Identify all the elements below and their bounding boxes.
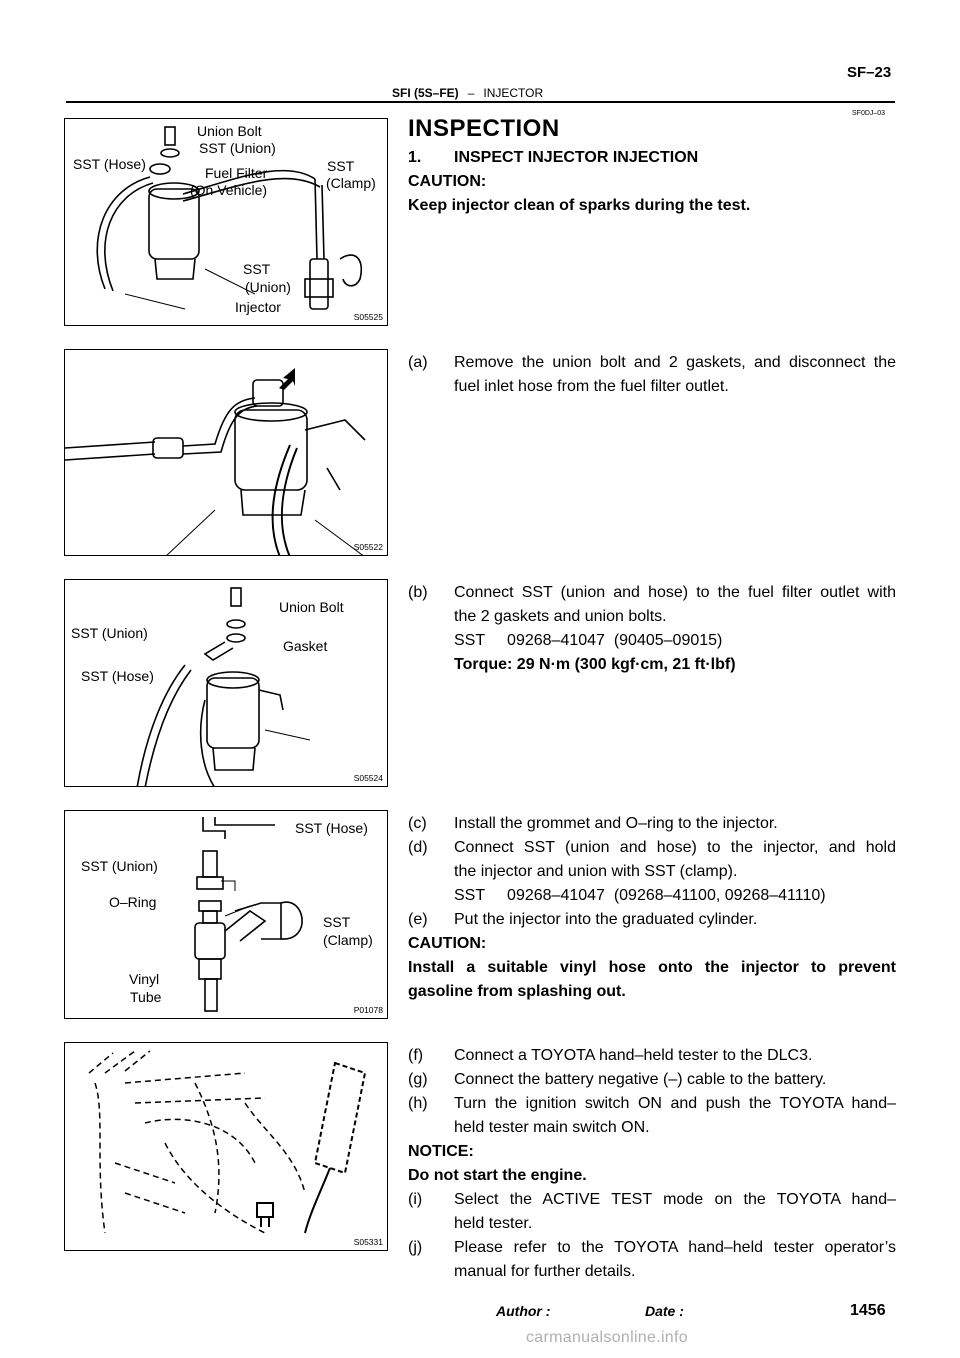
figure-code: S05522	[353, 542, 383, 552]
step-h-line-2: held tester main switch ON.	[454, 1119, 650, 1136]
arrow-icon	[279, 368, 295, 390]
label-sst-union: SST (Union)	[71, 625, 148, 641]
step-h-line-1: Turn the ignition switch ON and push the TOYOTA hand–	[454, 1095, 896, 1112]
figure-5-drawing	[65, 1043, 388, 1251]
footer-author-label: Author :	[496, 1303, 551, 1319]
step-b-sst: SST 09268–41047 (90405–09015)	[454, 632, 723, 649]
label-gasket: Gasket	[283, 638, 328, 654]
label-sst-hose: SST (Hose)	[81, 668, 154, 684]
figure-sst-union-hose-connection	[64, 579, 388, 787]
doc-code: SF0DJ–03	[852, 110, 886, 117]
figure-code: S05524	[353, 773, 383, 783]
step-a-line-2: fuel inlet hose from the fuel filter outlet.	[454, 378, 729, 395]
step-b-line-1: Connect SST (union and hose) to the fuel filter outlet with	[454, 584, 896, 601]
step-b-mark: (b)	[408, 584, 428, 601]
step-i-line-1: Select the ACTIVE TEST mode on the TOYOTA hand–	[454, 1191, 896, 1208]
label-sst-union-top: SST (Union)	[199, 140, 276, 156]
step-1-text: INSPECT INJECTOR INJECTION	[454, 149, 699, 166]
caution-2-line-2: gasoline from splashing out.	[408, 983, 626, 1000]
label-sst-clamp-2: (Clamp)	[323, 932, 373, 948]
step-e-mark: (e)	[408, 911, 428, 928]
step-f-line-1: Connect a TOYOTA hand–held tester to the DLC3.	[454, 1047, 813, 1064]
label-tube: Tube	[130, 989, 162, 1005]
step-j-mark: (j)	[408, 1239, 423, 1256]
label-sst-union-2: (Union)	[245, 279, 291, 295]
figure-code: S05525	[353, 312, 383, 322]
step-d-mark: (d)	[408, 839, 428, 856]
step-e-line-1: Put the injector into the graduated cylinder.	[454, 911, 758, 928]
label-vinyl: Vinyl	[129, 971, 160, 987]
watermark: carmanualsonline.info	[526, 1329, 688, 1346]
step-d-line-1: Connect SST (union and hose) to the injector, and hold	[454, 839, 896, 856]
caution-1-label: CAUTION:	[408, 173, 487, 190]
figure-hand-held-tester-connection	[64, 1042, 388, 1251]
label-sst-union: SST (Union)	[81, 858, 158, 874]
label-sst-union-1: SST	[243, 261, 271, 277]
footer-date-label: Date :	[645, 1303, 684, 1319]
step-1-number: 1.	[408, 149, 422, 166]
step-h-mark: (h)	[408, 1095, 428, 1112]
step-j-line-2: manual for further details.	[454, 1263, 636, 1280]
step-c-line-1: Install the grommet and O–ring to the injector.	[454, 815, 778, 832]
notice-text: Do not start the engine.	[408, 1167, 587, 1184]
label-sst-clamp-1: SST	[327, 158, 355, 174]
step-g-line-1: Connect the battery negative (–) cable to the battery.	[454, 1071, 827, 1088]
label-union-bolt: Union Bolt	[279, 599, 344, 615]
section-title: INSPECTION	[408, 115, 560, 142]
label-sst-clamp-1: SST	[323, 914, 351, 930]
header-subsection: INJECTOR	[483, 86, 544, 100]
step-b-line-2: the 2 gaskets and union bolts.	[454, 608, 667, 625]
label-injector: Injector	[235, 299, 281, 315]
label-o-ring: O–Ring	[109, 894, 157, 910]
step-i-line-2: held tester.	[454, 1215, 533, 1232]
header-section	[392, 86, 543, 100]
caution-2-label: CAUTION:	[408, 935, 487, 952]
label-union-bolt: Union Bolt	[197, 123, 262, 139]
label-fuel-filter: Fuel Filter	[205, 165, 268, 181]
page-code: SF–23	[847, 64, 892, 81]
header-rule	[66, 101, 895, 103]
step-d-sst: SST 09268–41047 (09268–41100, 09268–41110)	[454, 887, 826, 904]
figure-union-bolt-removal	[64, 349, 388, 556]
footer-page-number: 1456	[850, 1302, 886, 1319]
figure-code: P01078	[353, 1005, 383, 1015]
figure-fuel-filter-injector	[64, 118, 388, 326]
step-b-torque: Torque: 29 N·m (300 kgf·cm, 21 ft·lbf)	[454, 656, 736, 673]
figure-injector-assembly	[64, 810, 388, 1019]
header-section-name: SFI (5S–FE)	[392, 86, 459, 100]
label-sst-clamp-2: (Clamp)	[326, 175, 376, 191]
label-sst-hose: SST (Hose)	[73, 156, 146, 172]
step-j-line-1: Please refer to the TOYOTA hand–held tester operator’s	[454, 1239, 896, 1256]
step-a-mark: (a)	[408, 354, 428, 371]
step-c-mark: (c)	[408, 815, 427, 832]
step-i-mark: (i)	[408, 1191, 423, 1208]
step-f-mark: (f)	[408, 1047, 424, 1064]
header-dash: –	[467, 86, 475, 100]
label-sst-hose: SST (Hose)	[295, 820, 368, 836]
caution-2-line-1: Install a suitable vinyl hose onto the injector to prevent	[408, 959, 896, 976]
figure-2-drawing	[65, 350, 388, 556]
step-g-mark: (g)	[408, 1071, 428, 1088]
label-on-vehicle: (On Vehicle)	[190, 182, 268, 198]
step-a-line-1: Remove the union bolt and 2 gaskets, and disconnect the	[454, 354, 896, 371]
notice-label: NOTICE:	[408, 1143, 474, 1160]
caution-1-text: Keep injector clean of sparks during the test.	[408, 197, 751, 214]
step-d-line-2: the injector and union with SST (clamp).	[454, 863, 738, 880]
figure-code: S05331	[353, 1237, 383, 1247]
